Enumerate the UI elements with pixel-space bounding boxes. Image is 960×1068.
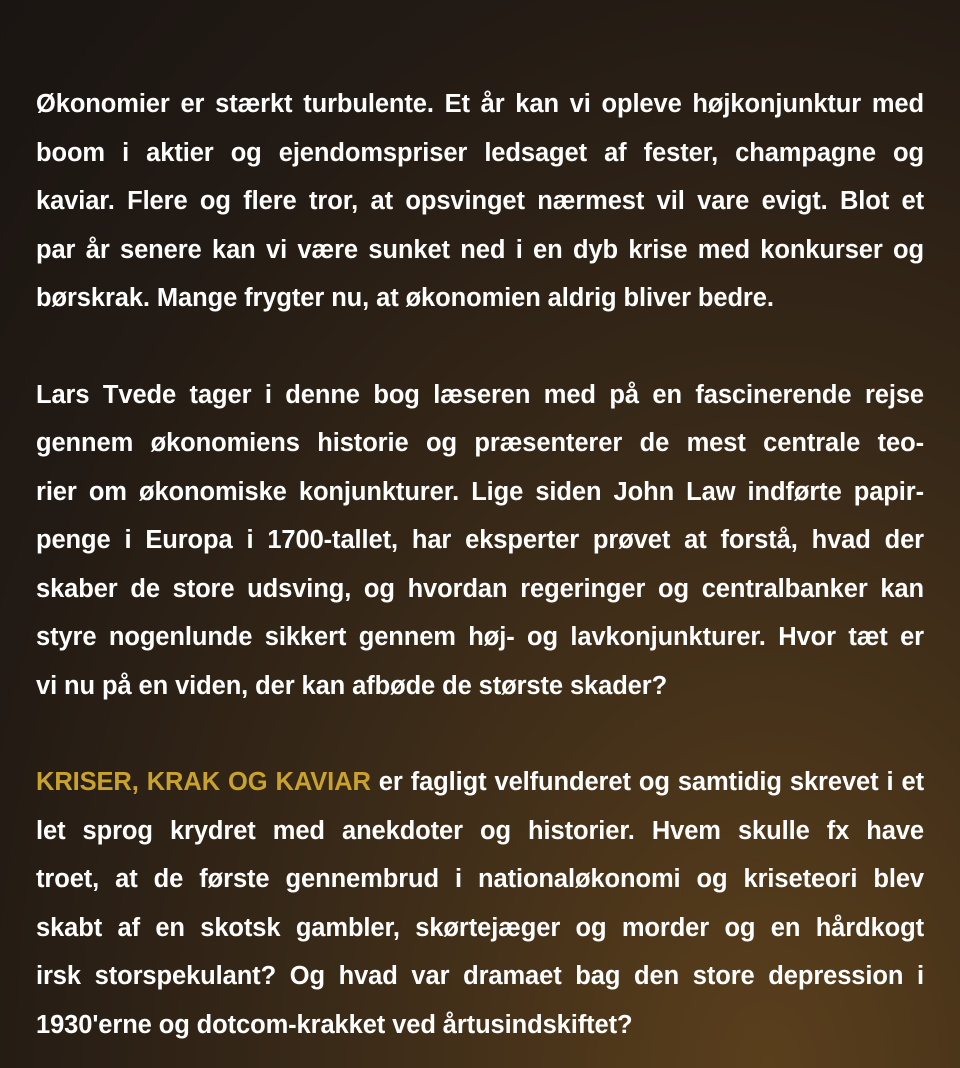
text-line: irsk storspekulant? Og hvad var dramaet bag den store depression i [36, 962, 924, 990]
text-line: boom i aktier og ejendomspriser ledsaget af fester, champagne og [36, 138, 924, 167]
text-line: børskrak. Mange frygter nu, at økonomien aldrig bliver bedre. [36, 284, 774, 312]
text-line: styre nogenlunde sikkert gennem høj- og lavkonjunkturer. Hvor tæt er [36, 623, 924, 651]
text-line: rier om økonomiske konjunkturer. Lige siden John Law indførte papir- [36, 477, 924, 506]
text-line [36, 758, 924, 807]
text-line: Lars Tvede tager i denne bog læseren med på en fascinerende rejse [36, 380, 924, 409]
text-line: 1930'erne og dotcom-krakket ved årtusindskiftet? [36, 1010, 633, 1039]
text-line: let sprog krydret med anekdoter og historier. Hvem skulle fx have [36, 816, 924, 845]
book-title: KRISER, KRAK OG KAVIAR [36, 768, 371, 796]
paragraph-book [36, 758, 924, 1049]
text-line: skabt af en skotsk gambler, skørtejæger og morder og en hårdkogt [36, 913, 924, 942]
text-line: Økonomier er stærkt turbulente. Et år kan vi opleve højkonjunktur med [36, 90, 924, 118]
text-line: troet, at de første gennembrud i nationaløkonomi og kriseteori blev [36, 865, 924, 893]
text-line: par år senere kan vi være sunket ned i en dyb krise med konkurser og [36, 235, 924, 264]
paragraph-intro [36, 80, 924, 323]
text-fragment: er fagligt velfunderet og samtidig skrevet i et [370, 768, 924, 796]
text-line: skaber de store udsving, og hvordan regeringer og centralbanker kan [36, 574, 924, 603]
text-line: gennem økonomiens historie og præsenterer de mest centrale teo- [36, 429, 924, 457]
text-line: kaviar. Flere og flere tror, at opsvinget nærmest vil vare evigt. Blot et [36, 187, 924, 215]
text-line: penge i Europa i 1700-tallet, har eksperter prøvet at forstå, hvad der [36, 526, 924, 554]
paragraph-author [36, 371, 924, 711]
text-line: vi nu på en viden, der kan afbøde de største skader? [36, 671, 668, 700]
